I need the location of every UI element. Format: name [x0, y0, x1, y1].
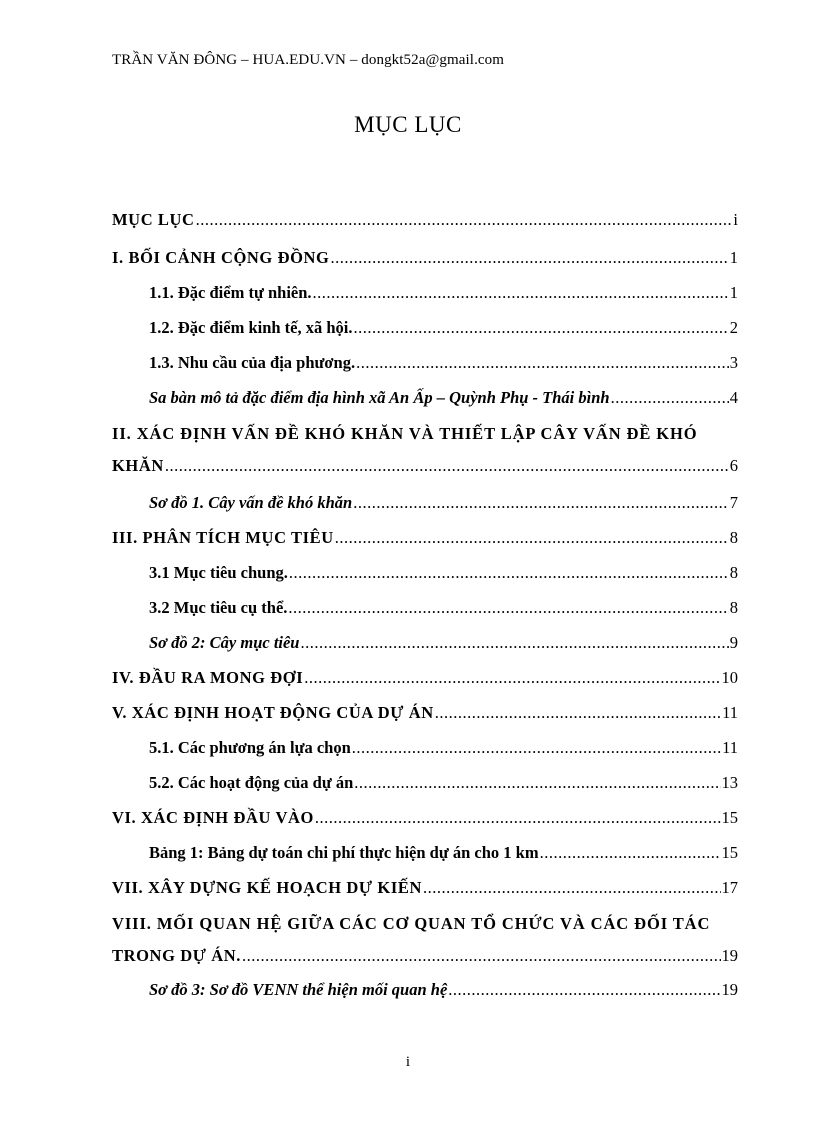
toc-entry-section-3[interactable]: [112, 528, 738, 556]
toc-entry-section-2[interactable]: [112, 456, 738, 484]
toc-entry-label: Sơ đồ 2: Cây mục tiêu: [149, 633, 300, 652]
toc-entry-page: 13: [721, 773, 738, 792]
toc-entry-3-1[interactable]: [149, 563, 738, 591]
dot-leader: [331, 248, 729, 268]
toc-entry-1-3[interactable]: [149, 353, 738, 381]
toc-entry-label-continuation: KHĂN: [112, 456, 164, 475]
toc-entry-section-6[interactable]: [112, 808, 738, 836]
toc-entry-label: Sơ đồ 1. Cây vấn đề khó khăn: [149, 493, 353, 512]
toc-entry-section-5[interactable]: [112, 703, 738, 731]
toc-entry-label: V. XÁC ĐỊNH HOẠT ĐỘNG CỦA DỰ ÁN: [112, 703, 434, 722]
dot-leader: [353, 493, 729, 513]
toc-entry-so-do-1[interactable]: [149, 493, 738, 521]
toc-entry-label: 5.1. Các phương án lựa chọn: [149, 738, 351, 757]
dot-leader: [335, 528, 729, 548]
toc-entry-label: VII. XÂY DỰNG KẾ HOẠCH DỰ KIẾN: [112, 878, 422, 897]
toc-entry-label: III. PHÂN TÍCH MỤC TIÊU: [112, 528, 334, 547]
dot-leader: [435, 703, 721, 723]
dot-leader: [354, 318, 729, 338]
dot-leader: [313, 283, 729, 303]
toc-entry-section-8[interactable]: [112, 946, 738, 974]
dot-leader: [288, 598, 728, 618]
toc-entry-page: 11: [722, 703, 738, 722]
toc-entry-label: IV. ĐẦU RA MONG ĐỢI: [112, 668, 304, 687]
toc-entry-page: 10: [721, 668, 738, 687]
toc-entry-page: 8: [729, 563, 738, 582]
toc-entry-label-continuation: TRONG DỰ ÁN.: [112, 946, 241, 965]
dot-leader: [540, 843, 721, 863]
toc-entry-label: 1.3. Nhu cầu của địa phương.: [149, 353, 356, 372]
toc-entry-1-1[interactable]: [149, 283, 738, 311]
toc-entry-section-7[interactable]: [112, 878, 738, 906]
toc-entry-page: 17: [721, 878, 738, 897]
toc-entry-page: 4: [729, 388, 738, 407]
toc-entry-label: 1.2. Đặc điểm kinh tế, xã hội.: [149, 318, 353, 337]
toc-entry-section-4[interactable]: [112, 668, 738, 696]
toc-entry-bang-1[interactable]: [149, 843, 738, 871]
dot-leader: [315, 808, 721, 828]
dot-leader: [356, 353, 729, 373]
toc-entry-section-2-label[interactable]: II. XÁC ĐỊNH VẤN ĐỀ KHÓ KHĂN VÀ THIẾT LẬP CÂY VẤN ĐỀ KHÓ: [112, 424, 698, 443]
toc-entry-label: 1.1. Đặc điểm tự nhiên.: [149, 283, 312, 302]
toc-entry-page: 15: [721, 808, 738, 827]
toc-entry-page: 19: [721, 946, 738, 965]
toc-entry-label: Sơ đồ 3: Sơ đồ VENN thể hiện mối quan hệ: [149, 980, 448, 999]
toc-entry-label: Bảng 1: Bảng dự toán chi phí thực hiện dự án cho 1 km: [149, 843, 539, 862]
page-title: MỤC LỤC: [354, 112, 462, 137]
dot-leader: [354, 773, 720, 793]
toc-entry-section-8-label[interactable]: VIII. MỐI QUAN HỆ GIỮA CÁC CƠ QUAN TỔ CHỨC VÀ CÁC ĐỐI TÁC: [112, 914, 711, 933]
toc-entry-page: 1: [729, 248, 738, 267]
toc-entry-label: Sa bàn mô tả đặc điểm địa hình xã An Ấp – Quỳnh Phụ - Thái bình: [149, 388, 610, 407]
toc-entry-page: 3: [729, 353, 738, 372]
toc-entry-page: 1: [729, 283, 738, 302]
dot-leader: [304, 668, 720, 688]
dot-leader: [242, 946, 721, 966]
toc-entry-label: VI. XÁC ĐỊNH ĐẦU VÀO: [112, 808, 314, 827]
toc-entry-label: 5.2. Các hoạt động của dự án: [149, 773, 354, 792]
toc-entry-page: i: [733, 210, 738, 229]
toc-entry-page: 11: [722, 738, 738, 757]
toc-entry-muc-luc[interactable]: [112, 210, 738, 238]
dot-leader: [300, 633, 728, 653]
toc-entry-label: 3.1 Mục tiêu chung.: [149, 563, 288, 582]
toc-entry-page: 8: [729, 598, 738, 617]
toc-entry-page: 2: [729, 318, 738, 337]
running-header: TRẦN VĂN ĐÔNG – HUA.EDU.VN – dongkt52a@gmail.com: [112, 52, 505, 68]
toc-entry-page: 19: [721, 980, 738, 999]
toc-entry-label: I. BỐI CẢNH CỘNG ĐỒNG: [112, 248, 330, 267]
page-number: i: [405, 1054, 411, 1070]
toc-entry-page: 8: [729, 528, 738, 547]
toc-entry-3-2[interactable]: [149, 598, 738, 626]
toc-entry-so-do-3[interactable]: [149, 980, 738, 1008]
dot-leader: [423, 878, 721, 898]
toc-entry-page: 6: [729, 456, 738, 475]
toc-entry-5-2[interactable]: [149, 773, 738, 801]
dot-leader: [196, 210, 733, 230]
toc-entry-page: 9: [729, 633, 738, 652]
toc-entry-5-1[interactable]: [149, 738, 738, 766]
toc-entry-page: 15: [721, 843, 738, 862]
dot-leader: [448, 980, 720, 1000]
dot-leader: [352, 738, 721, 758]
toc-entry-so-do-2[interactable]: [149, 633, 738, 661]
toc-entry-section-1[interactable]: [112, 248, 738, 276]
dot-leader: [165, 456, 729, 476]
dot-leader: [289, 563, 729, 583]
toc-entry-label: MỤC LỤC: [112, 210, 195, 229]
toc-entry-page: 7: [729, 493, 738, 512]
dot-leader: [611, 388, 729, 408]
toc-entry-1-2[interactable]: [149, 318, 738, 346]
toc-entry-sa-ban[interactable]: [149, 388, 738, 416]
toc-entry-label: 3.2 Mục tiêu cụ thể.: [149, 598, 288, 617]
